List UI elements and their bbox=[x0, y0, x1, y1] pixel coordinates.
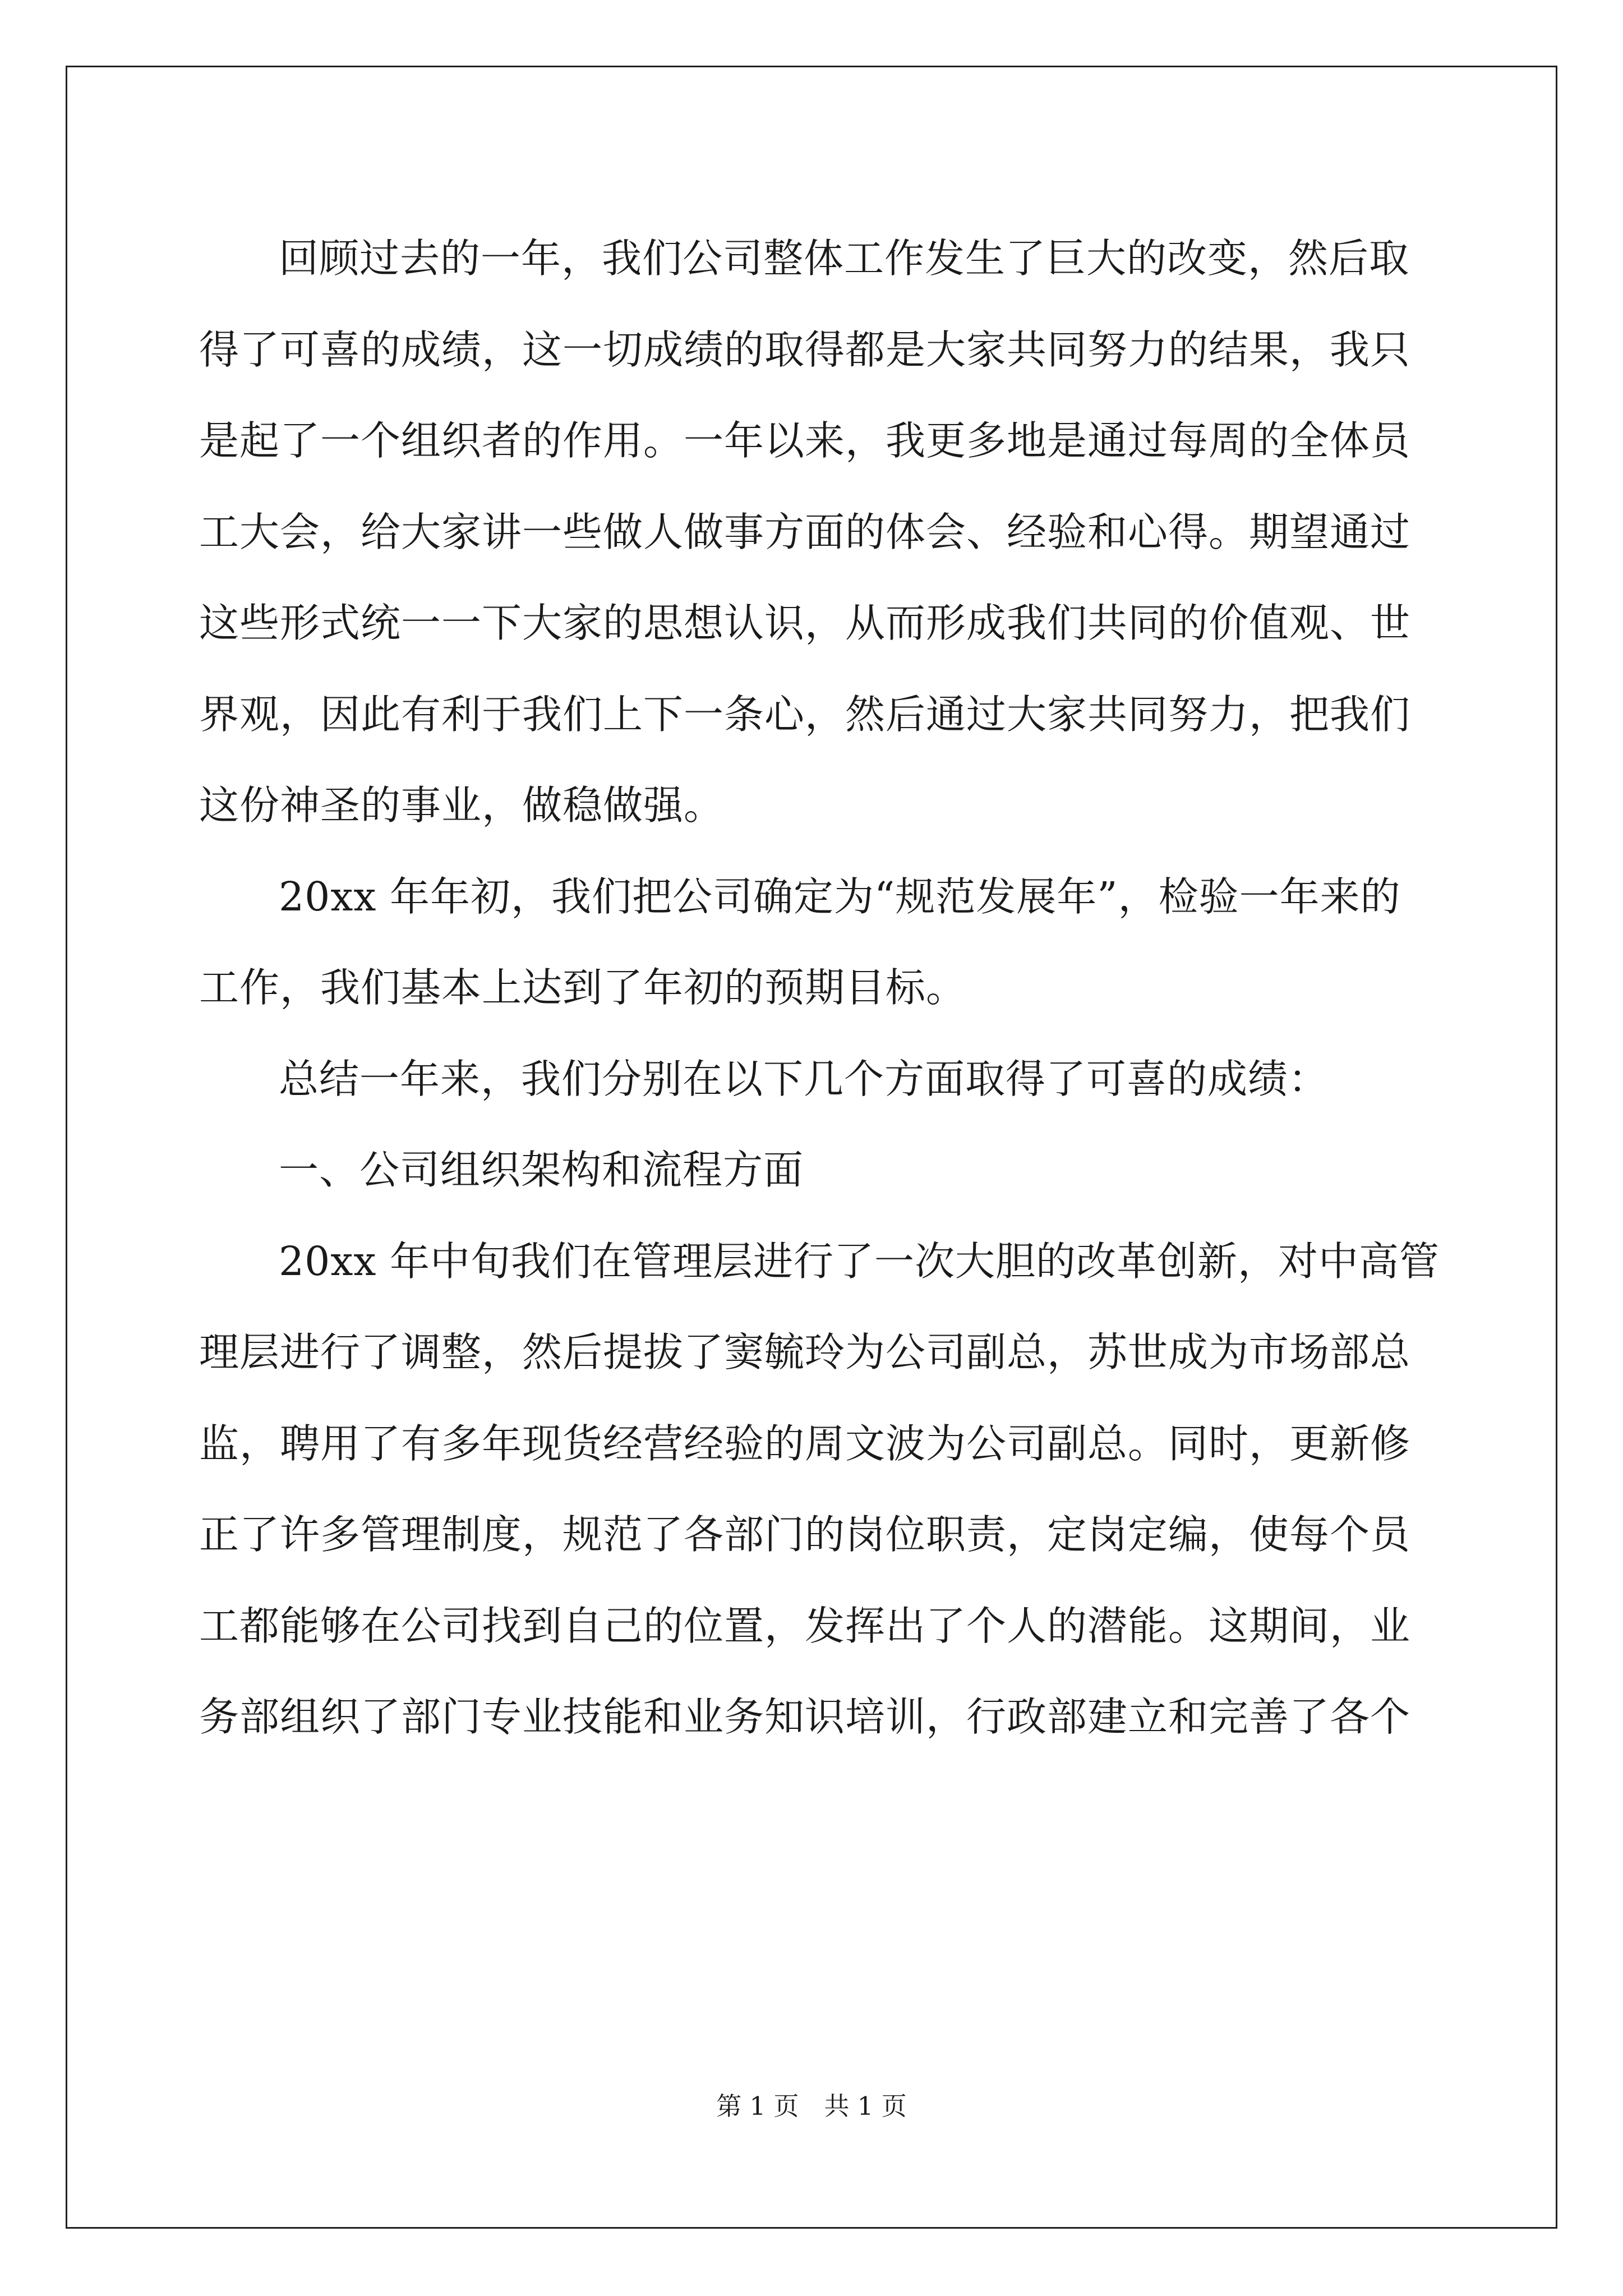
paragraph-line: 20xx 年年初，我们把公司确定为“规范发展年”，检验一年来的 bbox=[279, 873, 1401, 920]
paragraph-line: 得了可喜的成绩，这一切成绩的取得都是大家共同努力的结果，我只 bbox=[199, 326, 1411, 373]
paragraph-line: 务部组织了部门专业技能和业务知识培训，行政部建立和完善了各个 bbox=[199, 1694, 1411, 1740]
paragraph-line: 回顾过去的一年，我们公司整体工作发生了巨大的改变，然后取 bbox=[279, 235, 1410, 282]
paragraph-line: 理层进行了调整，然后提拔了窦毓玲为公司副总，苏世成为市场部总 bbox=[199, 1329, 1411, 1375]
paragraph-line: 监，聘用了有多年现货经营经验的周文波为公司副总。同时，更新修 bbox=[199, 1420, 1411, 1467]
paragraph-line: 界观，因此有利于我们上下一条心，然后通过大家共同努力，把我们 bbox=[199, 691, 1411, 738]
paragraph-line: 正了许多管理制度，规范了各部门的岗位职责，定岗定编，使每个员 bbox=[199, 1511, 1411, 1558]
paragraph-line: 工大会，给大家讲一些做人做事方面的体会、经验和心得。期望通过 bbox=[199, 508, 1411, 555]
paragraph-line: 工作，我们基本上达到了年初的预期目标。 bbox=[199, 964, 967, 1011]
document-body bbox=[199, 213, 1440, 1763]
paragraph-line: 这些形式统一一下大家的思想认识，从而形成我们共同的价值观、世 bbox=[199, 600, 1411, 646]
page-number-footer: 第 1 页 共 1 页 bbox=[716, 2091, 907, 2121]
paragraph-line: 20xx 年中旬我们在管理层进行了一次大胆的改革创新，对中高管 bbox=[279, 1237, 1440, 1285]
paragraph-line: 总结一年来，我们分别在以下几个方面取得了可喜的成绩： bbox=[279, 1055, 1329, 1102]
paragraph-line: 这份神圣的事业，做稳做强。 bbox=[199, 782, 725, 829]
paragraph-line: 是起了一个组织者的作用。一年以来，我更多地是通过每周的全体员 bbox=[199, 417, 1411, 464]
section-heading: 一、公司组织架构和流程方面 bbox=[279, 1147, 804, 1193]
paragraph-line: 工都能够在公司找到自己的位置，发挥出了个人的潜能。这期间，业 bbox=[199, 1602, 1411, 1649]
